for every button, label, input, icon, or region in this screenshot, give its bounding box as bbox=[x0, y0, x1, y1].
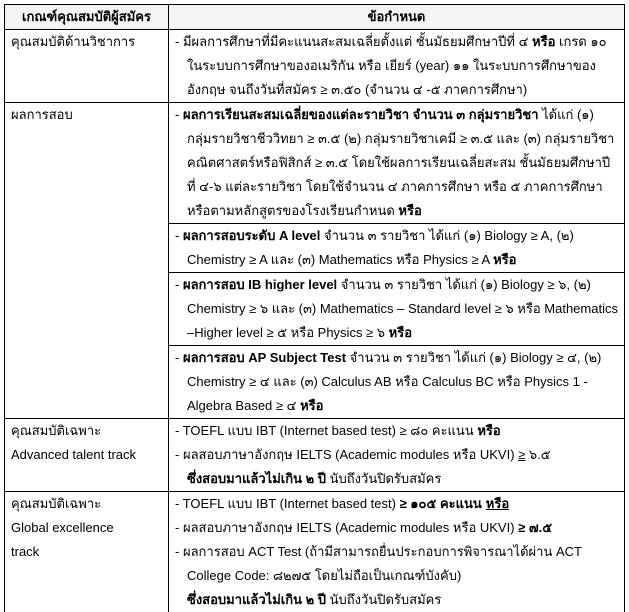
label-text: คุณสมบัติเฉพาะ bbox=[11, 423, 102, 438]
item-text: นับถึงวันปิดรับสมัคร bbox=[326, 592, 442, 607]
emphasis-text: ผลการสอบ AP Subject Test bbox=[182, 350, 347, 365]
requirements-ib bbox=[169, 273, 625, 346]
header-requirements: ข้อกำหนด bbox=[169, 5, 625, 30]
requirement-item-ap bbox=[175, 346, 618, 418]
requirement-item-ib bbox=[175, 273, 618, 345]
or-keyword: หรือ bbox=[300, 398, 324, 413]
requirement-item-ielts bbox=[175, 443, 618, 467]
row-label-academic bbox=[5, 30, 169, 103]
item-text: ๖.๕ bbox=[525, 447, 551, 462]
row-exams-cumulative-gpa bbox=[5, 103, 625, 224]
item-text: ผลสอบภาษาอังกฤษ IELTS (Academic modules หรือ UKVI) bbox=[182, 447, 519, 462]
item-text: TOEFL แบบ IBT (Internet based test) bbox=[182, 496, 400, 511]
requirements-a-level bbox=[169, 224, 625, 273]
requirements-cumulative-gpa bbox=[169, 103, 625, 224]
label-text: ผลการสอบ bbox=[11, 107, 73, 122]
or-keyword: หรือ bbox=[388, 325, 413, 340]
item-text: นับถึงวันปิดรับสมัคร bbox=[326, 471, 442, 486]
requirement-item-a-level bbox=[175, 224, 618, 272]
item-text: จำนวน ๓ รายวิชา ได้แก่ (๑) Biology ≥ ๖, (๒) Chemistry ≥ ๖ และ (๓) Mathematics – Standard level ≥ ๖ หรือ Mathematics –Higher level ≥ ๕ หรือ Physics ≥ ๖ bbox=[187, 277, 618, 340]
item-text: ผลสอบภาษาอังกฤษ IELTS (Academic modules หรือ UKVI) bbox=[182, 520, 519, 535]
requirements-ap bbox=[169, 346, 625, 419]
item-text: เกรด ๑๐ ในระบบการศึกษาของอเมริกัน หรือ เยียร์ (year) ๑๑ ในระบบการศึกษาของอังกฤษ จนถึงวันที่สมัคร ≥ ๓.๕๐ (จำนวน ๔ -๕ ภาคการศึกษา) bbox=[187, 34, 607, 97]
track-name: Advanced talent track bbox=[11, 447, 137, 462]
or-keyword: หรือ bbox=[493, 252, 517, 267]
requirement-item-toefl bbox=[175, 419, 618, 443]
or-keyword: หรือ bbox=[485, 496, 510, 511]
item-text: TOEFL แบบ IBT (Internet based test) ≥ ๘๐ คะแนน bbox=[182, 423, 478, 438]
validity-note bbox=[175, 467, 618, 491]
row-global-excellence bbox=[5, 492, 625, 612]
requirements-advanced-talent bbox=[169, 419, 625, 492]
requirement-item-toefl bbox=[175, 492, 618, 516]
threshold-symbol: ≥ bbox=[518, 447, 526, 462]
row-label-advanced-talent bbox=[5, 419, 169, 492]
requirement-item-cumulative-gpa bbox=[175, 103, 618, 223]
requirements-global-excellence bbox=[169, 492, 625, 612]
emphasis-text: ผลการเรียนสะสมเฉลี่ยของแต่ละรายวิชา จำนวน ๓ กลุ่มรายวิชา bbox=[182, 107, 539, 122]
header-criteria: เกณฑ์คุณสมบัติผู้สมัคร bbox=[5, 5, 169, 30]
emphasis-text: ผลการสอบระดับ A level bbox=[182, 228, 321, 243]
requirements-academic bbox=[169, 30, 625, 103]
table-header-row bbox=[5, 5, 625, 30]
track-name: Global excellence bbox=[11, 520, 114, 535]
or-keyword: หรือ bbox=[477, 423, 501, 438]
emphasis-text: ซึ่งสอบมาแล้วไม่เกิน ๒ ปี bbox=[187, 471, 327, 486]
item-text: ผลการสอบ ACT Test (ถ้ามีสามารถยื่นประกอบการพิจารณาได้ผ่าน ACT College Code: ๘๒๗๕ โดยไม่ถือเป็นเกณฑ์บังคับ) bbox=[182, 544, 582, 583]
or-keyword: หรือ bbox=[532, 34, 556, 49]
item-text: จำนวน ๓ รายวิชา ได้แก่ (๑) Biology ≥ ๔, (๒) Chemistry ≥ ๔ และ (๓) Calculus AB หรือ Calculus BC หรือ Physics 1 - Algebra Based ≥ ๔ bbox=[187, 350, 602, 413]
emphasis-text: ≥ ๑๐๕ คะแนน bbox=[399, 496, 482, 511]
row-academic bbox=[5, 30, 625, 103]
or-keyword: หรือ bbox=[398, 203, 422, 218]
requirement-item-ielts bbox=[175, 516, 618, 540]
label-text: คุณสมบัติด้านวิชาการ bbox=[11, 34, 136, 49]
emphasis-text: ≥ ๗.๕ bbox=[518, 520, 553, 535]
row-label-global-excellence bbox=[5, 492, 169, 612]
row-advanced-talent bbox=[5, 419, 625, 492]
requirement-item-act bbox=[175, 540, 618, 588]
item-text: จำนวน ๓ รายวิชา ได้แก่ (๑) Biology ≥ A, (๒) Chemistry ≥ A และ (๓) Mathematics หรือ Physics ≥ A bbox=[187, 228, 574, 267]
item-text: ได้แก่ (๑) กลุ่มรายวิชาชีววิทยา ≥ ๓.๕ (๒) กลุ่มรายวิชาเคมี ≥ ๓.๕ และ (๓) กลุ่มรายวิชาคณิตศาสตร์หรือฟิสิกส์ ≥ ๓.๕ โดยใช้ผลการเรียนเฉลี่ยสะสม ชั้นมัธยมศึกษาปีที่ ๔-๖ แต่ละรายวิชา โดยใช้จำนวน ๔ ภาคการศึกษา หรือ ๕ ภาคการศึกษา หรือตามหลักสูตรของโรงเรียนกำหนด bbox=[187, 107, 615, 218]
criteria-table bbox=[4, 4, 625, 612]
label-text: คุณสมบัติเฉพาะ bbox=[11, 496, 102, 511]
track-name-continued: track bbox=[11, 544, 40, 559]
emphasis-text: ซึ่งสอบมาแล้วไม่เกิน ๒ ปี bbox=[187, 592, 327, 607]
row-label-exams bbox=[5, 103, 169, 419]
item-text: มีผลการศึกษาที่มีคะแนนสะสมเฉลี่ยตั้งแต่ ชั้นมัธยมศึกษาปีที่ ๔ bbox=[182, 34, 533, 49]
emphasis-text: ผลการสอบ IB higher level bbox=[182, 277, 338, 292]
requirement-item-gpa bbox=[175, 30, 618, 102]
validity-note bbox=[175, 588, 618, 612]
